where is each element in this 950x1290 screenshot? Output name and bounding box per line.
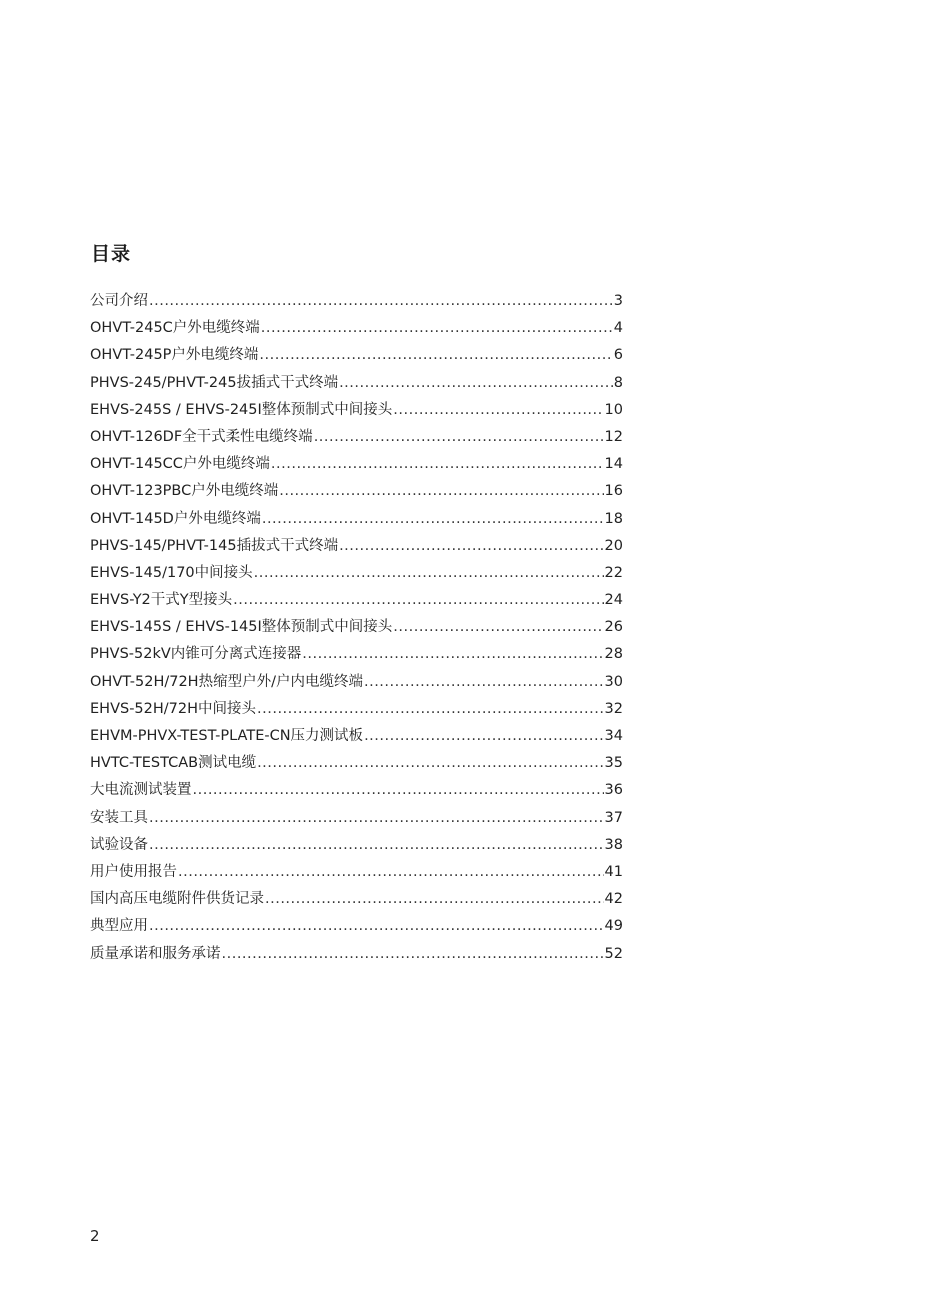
toc-entry-label: EHVS-52H/72H中间接头 [90,700,257,717]
page-number: 2 [90,1227,100,1245]
toc-leader-dots [222,941,604,968]
toc-entry[interactable] [90,859,623,886]
toc-entry[interactable] [90,506,623,533]
toc-entry[interactable] [90,696,623,723]
toc-leader-dots [302,641,603,668]
toc-entry-label: 安装工具 [90,809,148,826]
toc-leader-dots [364,669,604,696]
toc-entry[interactable] [90,669,623,696]
toc-entry-label: EHVS-145/170中间接头 [90,564,253,581]
toc-entry[interactable] [90,614,623,641]
toc-entry-label: HVTC-TESTCAB测试电缆 [90,755,257,772]
toc-entry-label: EHVM-PHVX-TEST-PLATE-CN压力测试板 [90,728,364,744]
toc-entry[interactable] [90,315,623,342]
toc-entry-page: 38 [604,836,623,853]
toc-entry-label: OHVT-126DF全干式柔性电缆终端 [90,428,313,445]
toc-entry[interactable] [90,886,623,913]
toc-entry-page: 35 [604,755,623,772]
toc-entry[interactable] [90,560,623,587]
toc-leader-dots [314,424,604,451]
toc-entry-page: 52 [604,945,623,962]
toc-entry[interactable] [90,533,623,560]
toc-entry-label: 试验设备 [90,836,148,853]
toc-entry-label: EHVS-Y2干式Y型接头 [90,592,233,609]
toc-leader-dots [279,478,603,505]
toc-leader-dots [271,451,604,478]
toc-entry[interactable] [90,370,623,397]
toc-entry-label: PHVS-52kV内锥可分离式连接器 [90,646,302,663]
toc-leader-dots [233,587,603,614]
toc-entry-label: OHVT-245C户外电缆终端 [90,320,260,337]
toc-entry-label: OHVT-145D户外电缆终端 [90,510,261,527]
toc-entry-page: 12 [604,428,623,445]
toc-entry-page: 26 [604,619,623,636]
toc-entry-page: 22 [604,564,623,581]
toc-entry-page: 34 [604,728,623,744]
toc-entry[interactable] [90,587,623,614]
toc-entry-label: OHVT-123PBC户外电缆终端 [90,483,279,500]
toc-entry[interactable] [90,777,623,804]
toc-entry-page: 8 [613,374,623,391]
toc-entry[interactable] [90,451,623,478]
toc-entry-label: EHVS-245S / EHVS-245I整体预制式中间接头 [90,401,393,418]
toc-leader-dots [259,342,612,369]
toc-entry-page: 16 [604,483,623,500]
toc-leader-dots [254,560,604,587]
toc-entry-page: 41 [604,863,623,880]
toc-leader-dots [149,805,604,832]
toc-leader-dots [193,777,604,804]
toc-leader-dots [257,750,603,777]
toc-entry-page: 18 [604,510,623,527]
toc-entry-page: 20 [604,537,623,554]
toc-leader-dots [257,696,604,723]
toc-entry[interactable] [90,913,623,940]
toc-leader-dots [265,886,604,913]
toc-entry-page: 36 [604,782,623,799]
toc-leader-dots [393,397,603,424]
toc-leader-dots [262,506,604,533]
toc-entry-label: PHVS-145/PHVT-145插拔式干式终端 [90,537,339,554]
toc-leader-dots [393,614,603,641]
toc-entry-label: OHVT-145CC户外电缆终端 [90,456,270,473]
toc-entry[interactable] [90,832,623,859]
toc-entry-label: OHVT-245P户外电缆终端 [90,347,259,364]
toc-list [90,288,623,968]
toc-entry[interactable] [90,397,623,424]
toc-entry[interactable] [90,288,623,315]
toc-entry[interactable] [90,641,623,668]
toc-leader-dots [339,370,613,397]
toc-entry[interactable] [90,723,623,750]
toc-entry-label: EHVS-145S / EHVS-145I整体预制式中间接头 [90,619,393,636]
toc-entry-page: 6 [613,347,623,364]
toc-entry[interactable] [90,805,623,832]
toc-entry-label: 典型应用 [90,918,148,935]
toc-entry-page: 14 [604,456,623,473]
toc-entry[interactable] [90,750,623,777]
toc-entry-label: 公司介绍 [90,293,148,309]
toc-entry-label: 用户使用报告 [90,863,177,880]
toc-entry-label: OHVT-52H/72H热缩型户外/户内电缆终端 [90,673,363,690]
toc-leader-dots [149,832,604,859]
toc-entry-page: 28 [604,646,623,663]
toc-entry-label: 质量承诺和服务承诺 [90,945,221,962]
toc-leader-dots [364,723,603,750]
toc-title: 目录 [91,243,132,265]
toc-entry-label: 国内高压电缆附件供货记录 [90,891,264,908]
toc-entry-page: 4 [613,320,623,337]
toc-entry-label: PHVS-245/PHVT-245拔插式干式终端 [90,374,339,391]
toc-entry[interactable] [90,941,623,968]
toc-entry-page: 42 [604,891,623,908]
toc-leader-dots [261,315,613,342]
toc-leader-dots [149,913,604,940]
toc-entry-page: 37 [604,809,623,826]
toc-entry-label: 大电流测试装置 [90,782,192,799]
toc-entry[interactable] [90,424,623,451]
toc-entry[interactable] [90,478,623,505]
toc-entry-page: 3 [613,293,623,309]
toc-leader-dots [178,859,604,886]
toc-entry-page: 30 [604,673,623,690]
toc-entry-page: 32 [604,700,623,717]
toc-entry[interactable] [90,342,623,369]
toc-entry-page: 49 [604,918,623,935]
toc-entry-page: 10 [604,401,623,418]
toc-entry-page: 24 [604,592,623,609]
toc-leader-dots [339,533,603,560]
toc-leader-dots [149,288,613,315]
